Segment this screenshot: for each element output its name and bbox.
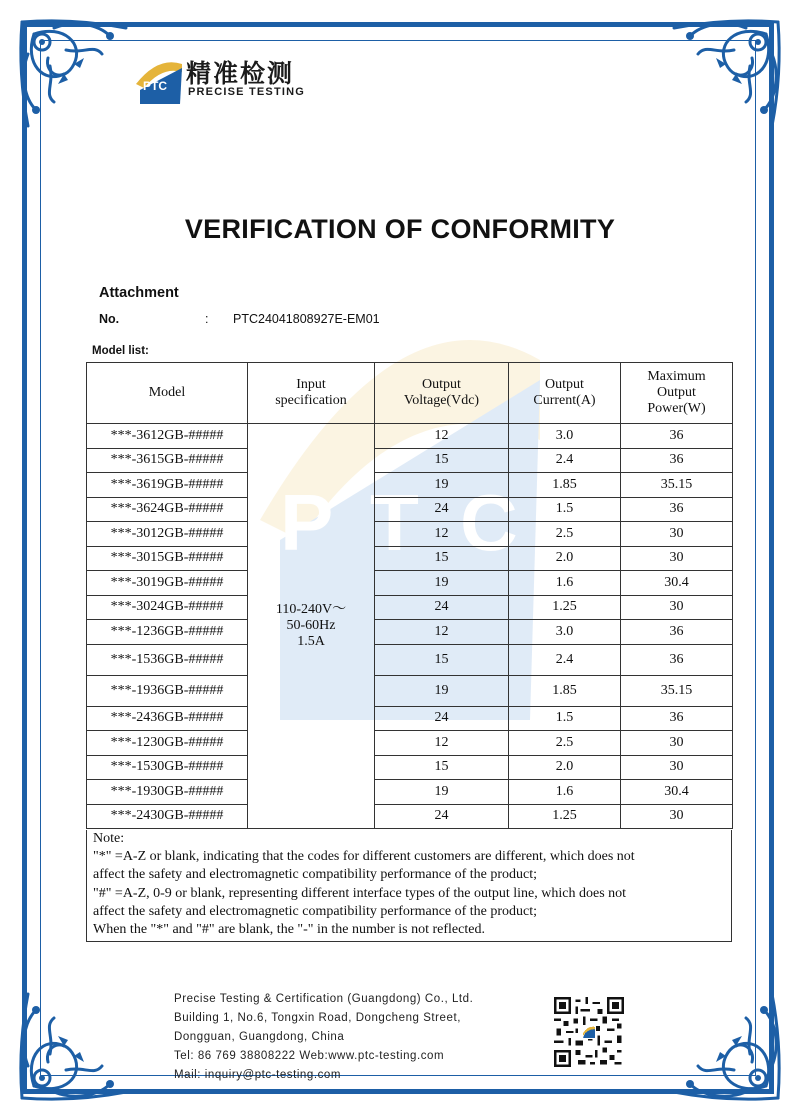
cell-power: 36	[621, 424, 733, 449]
ornament-corner-top-right	[666, 14, 786, 134]
cell-model: ***-3619GB-#####	[87, 473, 248, 498]
cell-voltage: 15	[375, 755, 509, 780]
ornament-corner-bottom-left	[14, 986, 134, 1106]
cell-model: ***-3024GB-#####	[87, 595, 248, 620]
cell-power: 30	[621, 755, 733, 780]
cell-voltage: 12	[375, 424, 509, 449]
qr-code-icon	[554, 997, 624, 1067]
number-colon: :	[205, 312, 209, 326]
cell-power: 36	[621, 497, 733, 522]
table-row	[87, 546, 733, 571]
cell-current: 3.0	[509, 424, 621, 449]
table-row	[87, 497, 733, 522]
logo-chinese-text: 精准检测	[186, 59, 295, 88]
footer-address-line: Dongguan, Guangdong, China	[174, 1031, 345, 1043]
cell-power: 36	[621, 620, 733, 645]
svg-text:T: T	[370, 478, 419, 567]
footer-address-line: Building 1, No.6, Tongxin Road, Dongcheng Street,	[174, 1012, 461, 1024]
cell-current: 2.5	[509, 731, 621, 756]
cell-model: ***-3612GB-#####	[87, 424, 248, 449]
cell-voltage: 15	[375, 546, 509, 571]
certificate-number: PTC24041808927E-EM01	[233, 312, 380, 326]
cell-voltage: 19	[375, 780, 509, 805]
table-row	[87, 644, 733, 675]
cell-current: 1.25	[509, 595, 621, 620]
cell-voltage: 24	[375, 706, 509, 731]
cell-power: 35.15	[621, 675, 733, 706]
cell-model: ***-1930GB-#####	[87, 780, 248, 805]
note-line: "#" =A-Z, 0-9 or blank, representing different interface types of the output line, which does not	[93, 885, 627, 901]
header-output-voltage: Output Voltage(Vdc)	[375, 363, 509, 424]
footer-contact-line: Tel: 86 769 38808222 Web:www.ptc-testing.com	[174, 1050, 445, 1062]
company-logo	[132, 52, 332, 108]
table-row	[87, 473, 733, 498]
cell-power: 36	[621, 706, 733, 731]
footer-company-name: Precise Testing & Certification (Guangdong) Co., Ltd.	[174, 993, 474, 1005]
logo-mark-text: PTC	[143, 79, 167, 93]
table-row	[87, 522, 733, 547]
note-section	[86, 830, 732, 942]
attachment-label: Attachment	[99, 285, 179, 301]
table-row	[87, 571, 733, 596]
document-title: VERIFICATION OF CONFORMITY	[184, 214, 616, 244]
cell-power: 30.4	[621, 571, 733, 596]
cell-voltage: 24	[375, 804, 509, 829]
cell-voltage: 19	[375, 473, 509, 498]
table-row	[87, 804, 733, 829]
cell-power: 36	[621, 448, 733, 473]
cell-voltage: 19	[375, 571, 509, 596]
cell-current: 2.4	[509, 448, 621, 473]
number-label: No.	[99, 312, 120, 326]
cell-voltage: 24	[375, 595, 509, 620]
cell-model: ***-2430GB-#####	[87, 804, 248, 829]
cell-voltage: 19	[375, 675, 509, 706]
header-input-specification: Input specification	[248, 363, 375, 424]
table-row	[87, 706, 733, 731]
header-maximum-output-power: Maximum Output Power(W)	[621, 363, 733, 424]
cell-model: ***-2436GB-#####	[87, 706, 248, 731]
cell-voltage: 12	[375, 522, 509, 547]
header-model: Model	[87, 363, 248, 424]
cell-power: 35.15	[621, 473, 733, 498]
cell-model: ***-3624GB-#####	[87, 497, 248, 522]
logo-english-text: PRECISE TESTING	[188, 86, 306, 98]
table-row	[87, 780, 733, 805]
cell-input-specification: 110-240V～ 50-60Hz 1.5A	[248, 424, 375, 829]
cell-current: 2.5	[509, 522, 621, 547]
cell-current: 1.85	[509, 675, 621, 706]
table-row	[87, 448, 733, 473]
cell-voltage: 15	[375, 644, 509, 675]
note-line: affect the safety and electromagnetic compatibility performance of the product;	[93, 867, 538, 883]
cell-current: 2.0	[509, 546, 621, 571]
model-table	[86, 362, 733, 829]
note-line: affect the safety and electromagnetic compatibility performance of the product;	[93, 903, 538, 919]
note-line: "*" =A-Z or blank, indicating that the codes for different customers are different, which does not	[93, 849, 635, 865]
cell-power: 30	[621, 731, 733, 756]
header-output-current: Output Current(A)	[509, 363, 621, 424]
cell-current: 1.6	[509, 571, 621, 596]
table-row	[87, 675, 733, 706]
cell-power: 30	[621, 804, 733, 829]
cell-voltage: 12	[375, 731, 509, 756]
footer-email-line: Mail: inquiry@ptc-testing.com	[174, 1069, 341, 1081]
svg-text:P: P	[280, 478, 334, 567]
company-footer	[174, 990, 473, 1085]
cell-model: ***-3012GB-#####	[87, 522, 248, 547]
cell-current: 2.0	[509, 755, 621, 780]
cell-model: ***-1530GB-#####	[87, 755, 248, 780]
cell-voltage: 24	[375, 497, 509, 522]
table-row	[87, 595, 733, 620]
cell-model: ***-1936GB-#####	[87, 675, 248, 706]
cell-current: 1.85	[509, 473, 621, 498]
table-header-row	[87, 363, 733, 424]
cell-model: ***-3015GB-#####	[87, 546, 248, 571]
cell-model: ***-1236GB-#####	[87, 620, 248, 645]
note-line: When the "*" and "#" are blank, the "-" in the number is not reflected.	[93, 922, 485, 938]
cell-current: 2.4	[509, 644, 621, 675]
cell-current: 1.5	[509, 497, 621, 522]
cell-current: 1.5	[509, 706, 621, 731]
cell-power: 30	[621, 595, 733, 620]
cell-model: ***-1230GB-#####	[87, 731, 248, 756]
cell-current: 1.25	[509, 804, 621, 829]
cell-power: 30.4	[621, 780, 733, 805]
cell-current: 3.0	[509, 620, 621, 645]
note-label: Note:	[93, 831, 125, 846]
cell-current: 1.6	[509, 780, 621, 805]
cell-voltage: 15	[375, 448, 509, 473]
ornament-corner-bottom-right	[666, 986, 786, 1106]
cell-model: ***-3019GB-#####	[87, 571, 248, 596]
cell-model: ***-3615GB-#####	[87, 448, 248, 473]
svg-text:C: C	[460, 478, 518, 567]
table-row	[87, 755, 733, 780]
table-row	[87, 424, 733, 449]
cell-power: 36	[621, 644, 733, 675]
cell-power: 30	[621, 522, 733, 547]
cell-voltage: 12	[375, 620, 509, 645]
cell-power: 30	[621, 546, 733, 571]
model-list-label: Model list:	[92, 345, 149, 357]
table-row	[87, 620, 733, 645]
ptc-logo-icon	[132, 54, 184, 106]
table-row	[87, 731, 733, 756]
ornament-corner-top-left	[14, 14, 134, 134]
cell-model: ***-1536GB-#####	[87, 644, 248, 675]
